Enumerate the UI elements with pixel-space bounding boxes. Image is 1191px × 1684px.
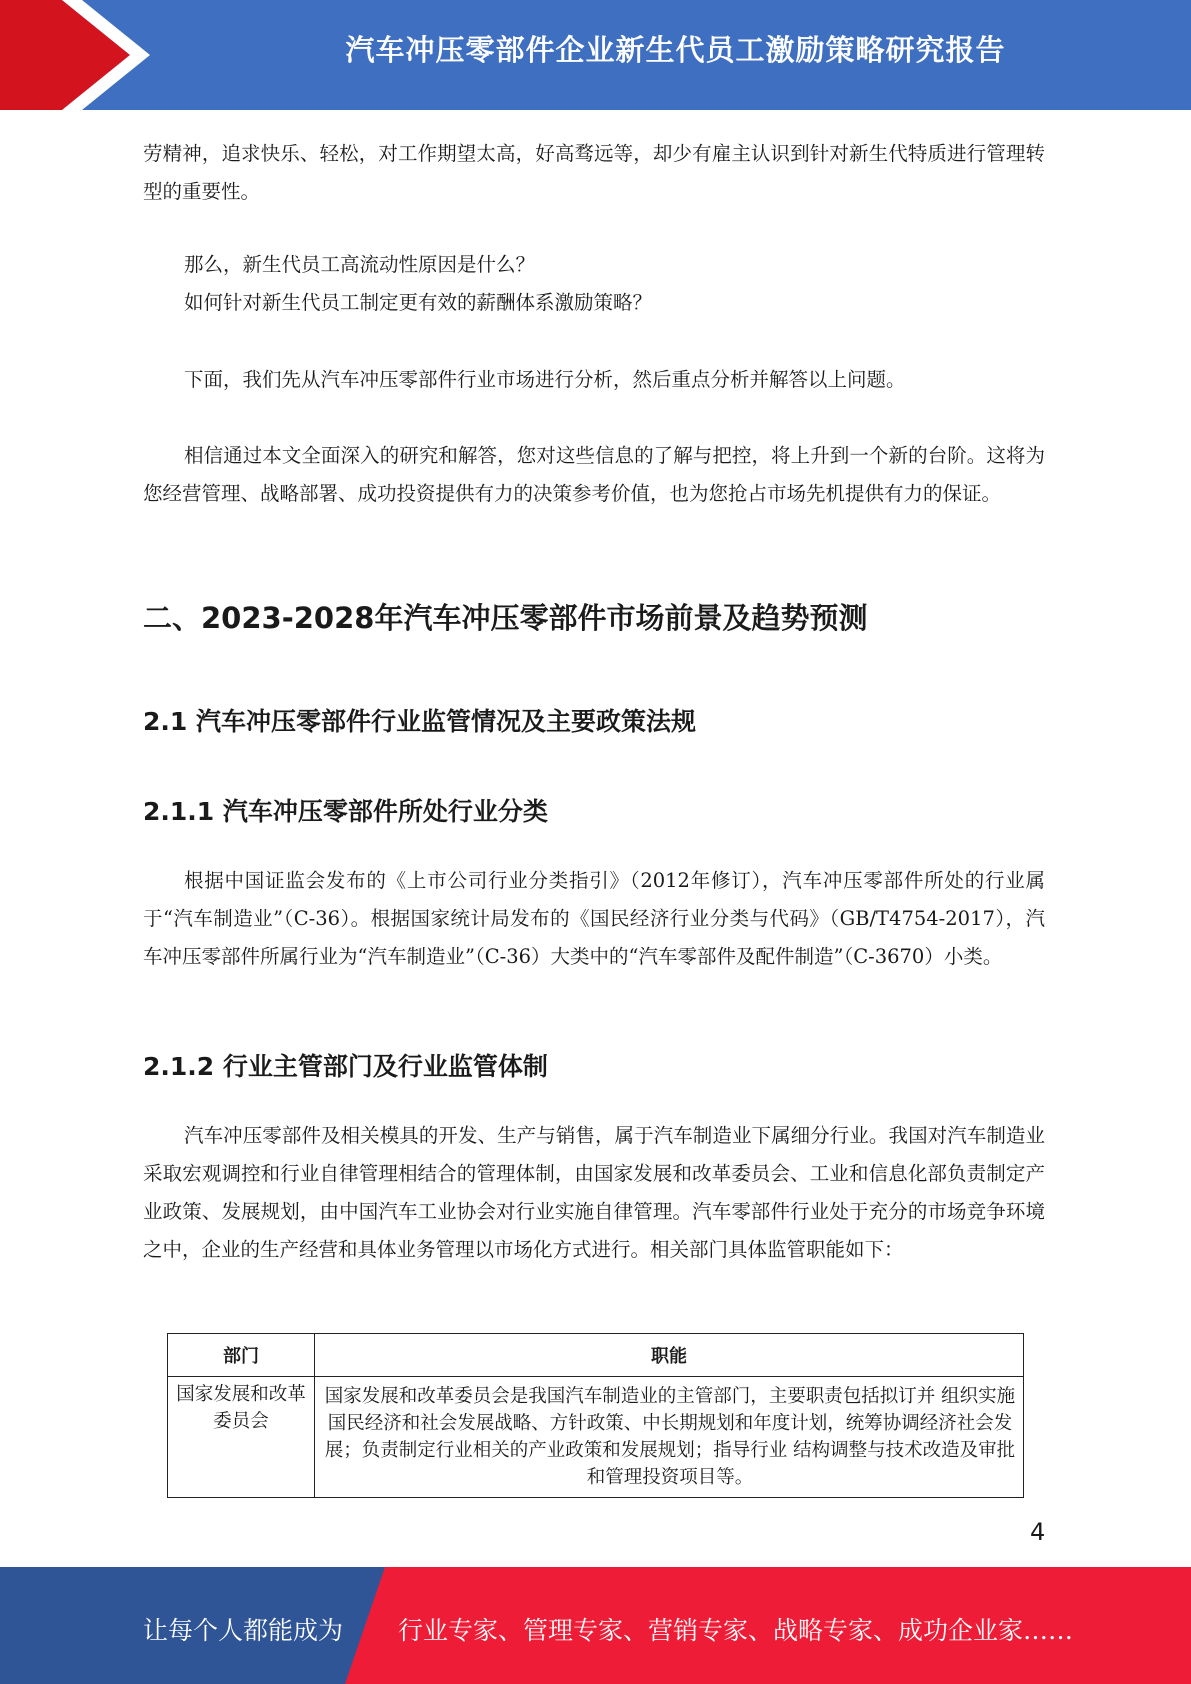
paragraph-question-1: 那么，新生代员工高流动性原因是什么？ bbox=[184, 253, 536, 276]
footer-slogan-left: 让每个人都能成为 bbox=[143, 1616, 344, 1645]
section-2-1-heading: 2.1 汽车冲压零部件行业监管情况及主要政策法规 bbox=[143, 707, 696, 736]
table-header-function: 职能 bbox=[315, 1334, 1024, 1377]
table-row bbox=[168, 1377, 1024, 1498]
section-2-1-2-heading: 2.1.2 行业主管部门及行业监管体制 bbox=[143, 1052, 548, 1081]
footer-slogan-right: 行业专家、管理专家、营销专家、战略专家、成功企业家…… bbox=[398, 1616, 1074, 1645]
table-cell-function: 国家发展和改革委员会是我国汽车制造业的主管部门，主要职责包括拟订并 组织实施国民经济和社会发展战略、方针政策、中长期规划和年度计划，统筹协调经济社会发展；负责制定行业相关的产业政策和发展规划；指导行业 结构调整与技术改造及审批和管理投资项目等。 bbox=[315, 1377, 1024, 1498]
paragraph-regulatory-system: 汽车冲压零部件及相关模具的开发、生产与销售，属于汽车制造业下属细分行业。我国对汽车制造业采取宏观调控和行业自律管理相结合的管理体制，由国家发展和改革委员会、工业和信息化部负责制定产业政策、发展规划，由中国汽车工业协会对行业实施自律管理。汽车零部件行业处于充分的市场竞争环境之中，企业的生产经营和具体业务管理以市场化方式进行。相关部门具体监管职能如下： bbox=[143, 1124, 1045, 1261]
paragraph-intro-continued: 劳精神，追求快乐、轻松，对工作期望太高，好高骛远等，却少有雇主认识到针对新生代特质进行管理转型的重要性。 bbox=[143, 142, 1045, 203]
paragraph-analysis-intro: 下面，我们先从汽车冲压零部件行业市场进行分析，然后重点分析并解答以上问题。 bbox=[184, 368, 906, 391]
regulatory-departments-table bbox=[167, 1333, 1024, 1498]
paragraph-industry-classification: 根据中国证监会发布的《上市公司行业分类指引》（2012年修订），汽车冲压零部件所处的行业属于“汽车制造业”（C-36）。根据国家统计局发布的《国民经济行业分类与代码》（GB/T4754-2017），汽车冲压零部件所属行业为“汽车制造业”（C-36）大类中的“汽车零部件及配件制造”（C-3670）小类。 bbox=[143, 869, 1045, 968]
table-cell-department: 国家发展和改革委员会 bbox=[168, 1377, 315, 1498]
page-number: 4 bbox=[1030, 1518, 1046, 1546]
section-2-heading: 二、2023-2028年汽车冲压零部件市场前景及趋势预测 bbox=[143, 601, 868, 635]
footer-banner bbox=[0, 1567, 1191, 1684]
paragraph-value-statement: 相信通过本文全面深入的研究和解答，您对这些信息的了解与把控，将上升到一个新的台阶。这将为您经营管理、战略部署、成功投资提供有力的决策参考价值，也为您抢占市场先机提供有力的保证。 bbox=[143, 444, 1045, 505]
report-title: 汽车冲压零部件企业新生代员工激励策略研究报告 bbox=[345, 33, 1006, 67]
paragraph-question-2: 如何针对新生代员工制定更有效的薪酬体系激励策略？ bbox=[184, 291, 653, 314]
table-header-department: 部门 bbox=[168, 1334, 315, 1377]
table-header-row bbox=[168, 1334, 1024, 1377]
section-2-1-1-heading: 2.1.1 汽车冲压零部件所处行业分类 bbox=[143, 797, 548, 826]
header-banner bbox=[0, 0, 1191, 110]
